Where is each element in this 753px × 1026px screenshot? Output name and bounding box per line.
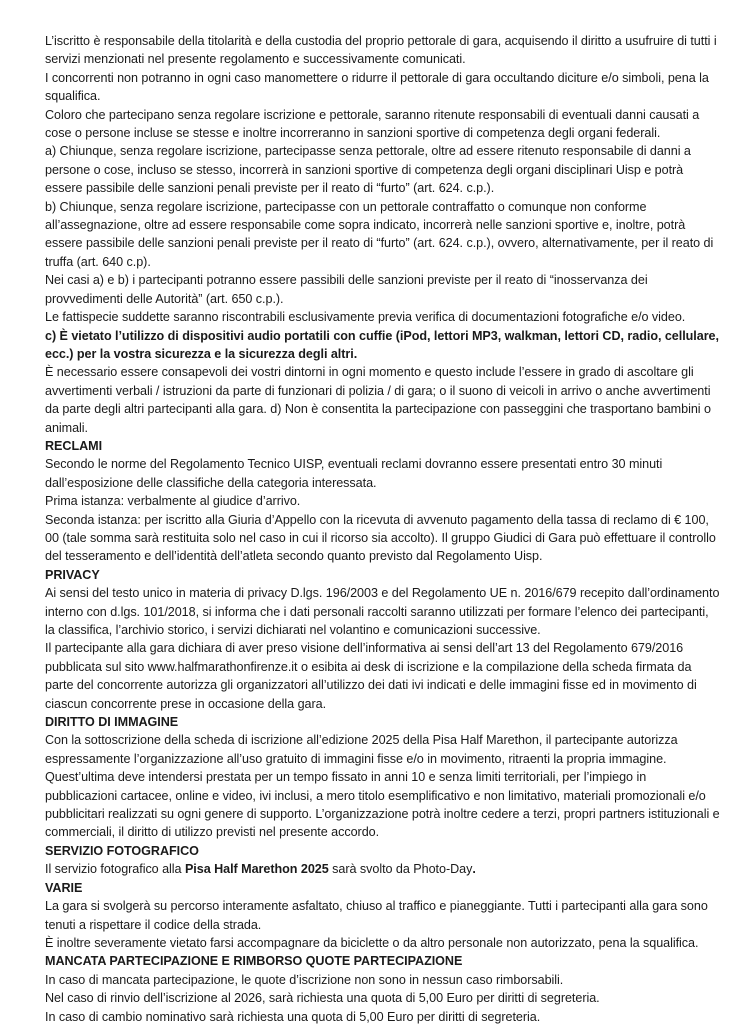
heading-photo-service: SERVIZIO FOTOGRAFICO: [45, 843, 199, 858]
paragraph-devices-rule: c) È vietato l’utilizzo di dispositivi audio portatili con cuffie (iPod, lettori MP3, walkman, lettori CD, radio, cellulare, ecc.) per la vostra sicurezza e la sicurezza degli altri.: [45, 328, 719, 361]
paragraph-reclami-first: Prima istanza: verbalmente al giudice d’arrivo.: [45, 494, 301, 509]
heading-refund: MANCATA PARTECIPAZIONE E RIMBORSO QUOTE PARTECIPAZIONE: [45, 954, 463, 969]
paragraph-escort-ban: È inoltre severamente vietato farsi accompagnare da biciclette o da altro personale non autorizzato, pena la squalifica.: [45, 935, 699, 950]
heading-varie: VARIE: [45, 880, 83, 895]
photo-text-after: sarà svolto da Photo-Day: [328, 862, 473, 877]
paragraph-bib-responsibility: L’iscritto è responsabile della titolarità e della custodia del proprio pettorale di gara, acquisendo il diritto a usufruire di tutti i servizi menzionati nel presente regolamento e successivamente comunicati.: [45, 34, 717, 67]
paragraph-deferral-fee: Nel caso di rinvio dell’iscrizione al 2026, sarà richiesta una quota di 5,00 Euro per diritti di segreteria.: [45, 991, 600, 1006]
paragraph-reclami-rules: Secondo le norme del Regolamento Tecnico UISP, eventuali reclami dovranno essere presentati entro 30 minuti dall’esposizione delle classifiche della categoria interessata.: [45, 457, 663, 490]
heading-image-rights: DIRITTO DI IMMAGINE: [45, 715, 179, 730]
regulation-document: [45, 32, 720, 1026]
paragraph-bib-tampering: I concorrenti non potranno in ogni caso manomettere o ridurre il pettorale di gara occultando diciture e/o simboli, pena la squalifica.: [45, 70, 709, 104]
photo-event-name: Pisa Half Marethon 2025: [184, 862, 329, 877]
paragraph-course: La gara si svolgerà su percorso interamente asfaltato, chiuso al traffico e pianeggiante. Tutti i partecipanti alla gara sono tenuti a rispettare il codice della strada.: [45, 899, 708, 932]
heading-privacy: PRIVACY: [45, 567, 100, 582]
paragraph-rule-a: a) Chiunque, senza regolare iscrizione, partecipasse senza pettorale, oltre ad essere ritenuto responsabile di danni a persone o cose, incluso se stesso, incorrerà in sanzioni sportive di competenza degli organi disciplinari Uisp e potrà essere passibile delle sanzioni penali previste per il reato di “furto” (art. 624. c.p.).: [45, 144, 691, 196]
paragraph-name-change-fee: In caso di cambio nominativo sarà richiesta una quota di 5,00 Euro per diritti di segreteria.: [45, 1009, 541, 1024]
paragraph-verification: Le fattispecie suddette saranno riscontrabili esclusivamente previa verifica di documentazioni fotografiche e/o video.: [45, 310, 686, 325]
photo-trailing: .: [472, 862, 476, 877]
paragraph-no-refund: In caso di mancata partecipazione, le quote d’iscrizione non sono in nessun caso rimborsabili.: [45, 972, 564, 987]
heading-reclami: RECLAMI: [45, 438, 103, 453]
paragraph-rule-b: b) Chiunque, senza regolare iscrizione, partecipasse con un pettorale contraffatto o comunque non conforme all’assegnazione, oltre ad essere responsabile come sopra indicato, incorrerà nelle sanzioni sportive e, inoltre, potrà essere passibile delle sanzioni penali previste per il reato di “furto” (art. 624. c.p.), ovvero, alternativamente, per il reato di truffa (art. 640 c.p).: [45, 199, 714, 269]
paragraph-awareness: È necessario essere consapevoli dei vostri dintorni in ogni momento e questo include l’essere in grado di ascoltare gli avvertimenti verbali / istruzioni da parte di funzionari di polizia / di gara; o il suono di veicoli in arrivo o anche avvertimenti da parte degli altri partecipanti alla gara. d) Non è consentita la partecipazione con passeggini che trasportano bambini o animali.: [45, 365, 711, 435]
paragraph-photo-service: [45, 860, 720, 878]
paragraph-privacy-law: Ai sensi del testo unico in materia di privacy D.lgs. 196/2003 e del Regolamento UE n. 2016/679 recepito dall’ordinamento interno con d.lgs. 101/2018, si informa che i dati personali raccolti saranno utilizzati per formare l’elenco dei partecipanti, la classifica, l’archivio storico, i servizi dichiarati nel volantino e comunicazioni successive.: [45, 586, 720, 637]
paragraph-image-authorization: Con la sottoscrizione della scheda di iscrizione all’edizione 2025 della Pisa Half Marethon, il partecipante autorizza espressamente l’organizzazione all’uso gratuito di immagini fisse e/o in movimento, ritraenti la propria immagine.: [45, 733, 678, 766]
paragraph-reclami-second: Seconda istanza: per iscritto alla Giuria d’Appello con la ricevuta di avvenuto pagamento della tassa di reclamo di € 100, 00 (tale somma sarà restituita solo nel caso in cui il ricorso sia accolto). Il gruppo Giudici di Gara può effettuare il controllo del tesseramento e dell’identità dell’atleta secondo quanto previsto dal Regolamento Uisp.: [45, 512, 716, 564]
photo-text-before: Il servizio fotografico alla: [45, 862, 185, 877]
paragraph-unregistered-liability: Coloro che partecipano senza regolare iscrizione e pettorale, saranno ritenute responsabili di eventuali danni causati a cose o persone incluse se stesse e inoltre incorreranno in sanzioni sportive di competenza degli organi federali.: [45, 107, 700, 141]
paragraph-image-duration: Quest’ultima deve intendersi prestata per un tempo fissato in anni 10 e senza limiti territoriali, per l’impiego in pubblicazioni cartacee, online e video, ivi inclusi, a mero titolo esemplificativo e non limitativo, materiali promozionali e/o pubblicitari realizzati su ogni genere di supporto. L’organizzazione potrà inoltre cedere a terzi, propri partners istituzionali e commerciali, il diritto di utilizzo previsti nel presente accordo.: [45, 770, 720, 840]
paragraph-privacy-consent: Il partecipante alla gara dichiara di aver preso visione dell’informativa ai sensi dell’art 13 del Regolamento 679/2016 pubblicata sul sito www.halfmarathonfirenze.it o esibita ai desk di iscrizione e la compilazione della scheda firmata da parte del concorrente autorizza gli organizzatori all’utilizzo dei dati ivi indicati e delle immagini fisse ed in movimento di ciascun concorrente prese in occasione della gara.: [45, 641, 697, 711]
paragraph-cases-ab: Nei casi a) e b) i partecipanti potranno essere passibili delle sanzioni previste per il reato di “inosservanza dei provvedimenti delle Autorità” (art. 650 c.p.).: [45, 273, 648, 306]
